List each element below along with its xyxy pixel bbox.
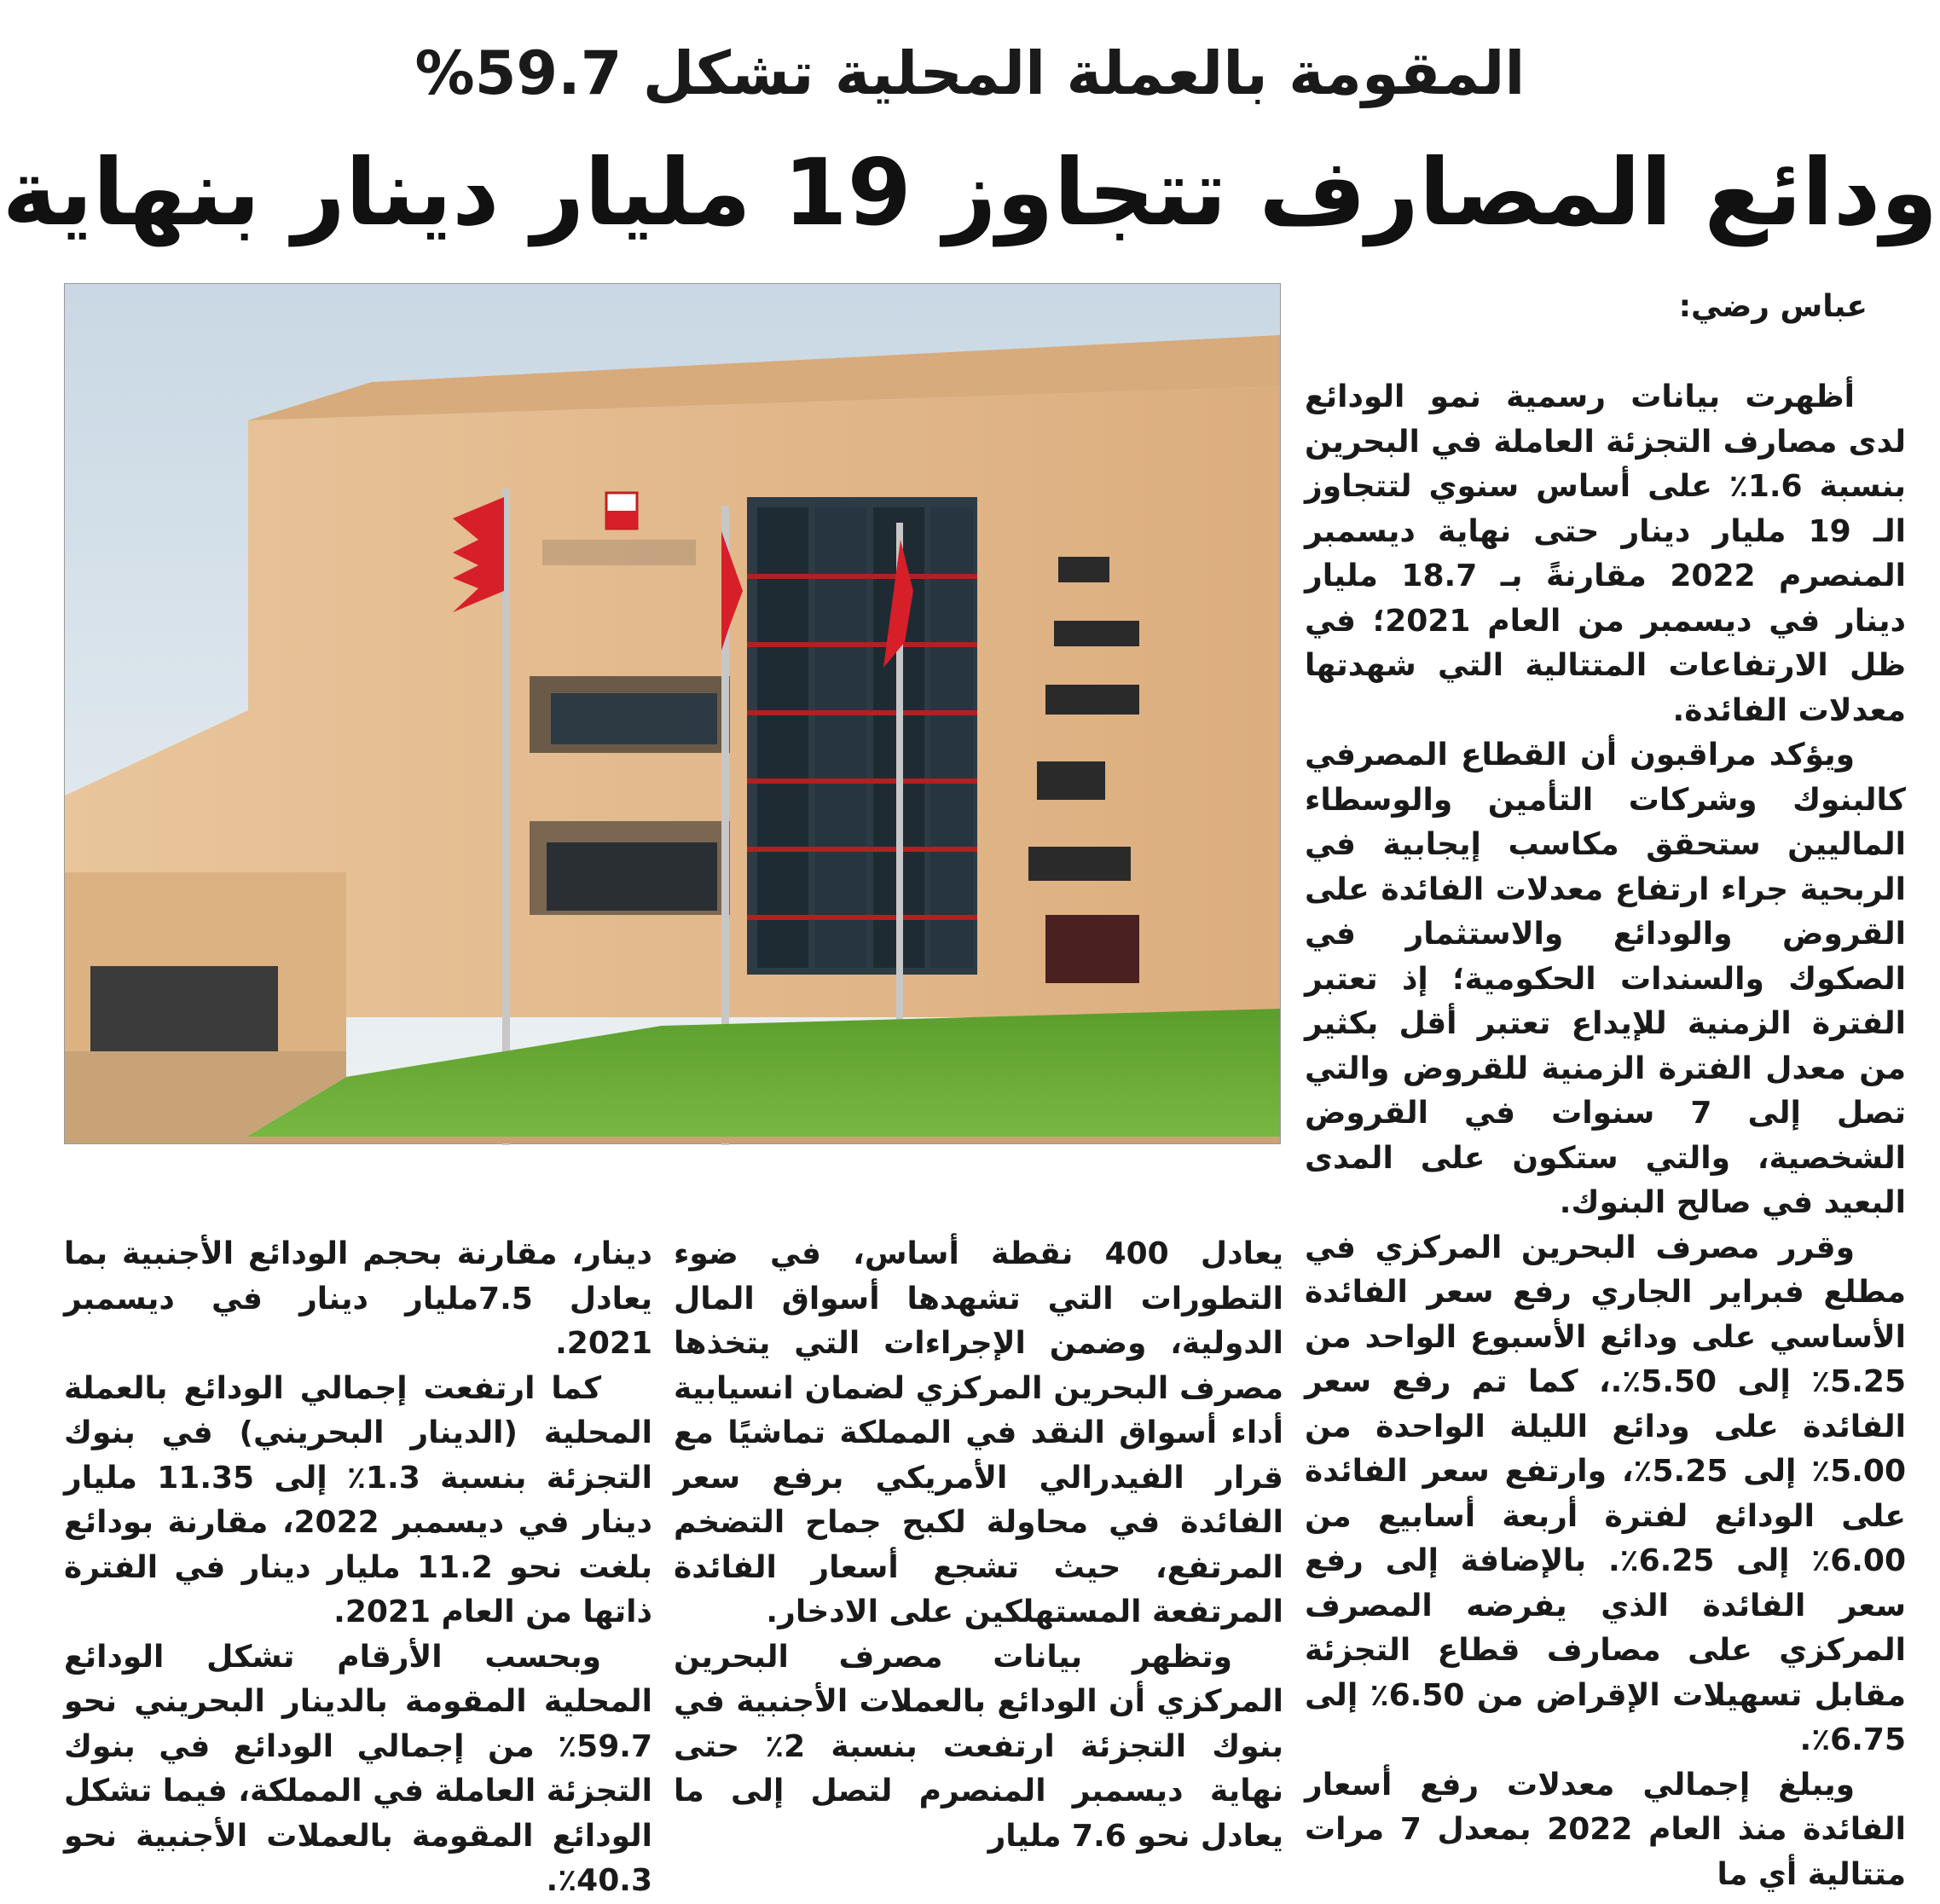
paragraph: كما ارتفعت إجمالي الودائع بالعملة المحلية (الدينار البحريني) في بنوك التجزئة بنسبة 1.3٪ إلى 11.35 مليار دينار في ديسمبر 2022، مقارنة بودائع بلغت نحو 11.2 مليار دينار في الفترة ذاتها من العام 2021. — [64, 1370, 653, 1629]
byline: عباس رضي: — [1678, 289, 1868, 324]
bank-building-illustration — [65, 284, 1280, 1143]
article-kicker: المقومة بالعملة المحلية تشكل 59.7% — [414, 38, 1526, 108]
paragraph: وقرر مصرف البحرين المركزي في مطلع فبراير الجاري رفع سعر الفائدة الأساسي على ودائع الأسبوع الواحد من 5.25٪ إلى 5.50٪.، كما تم رفع سعر الفائدة على ودائع الليلة الواحدة من 5.00٪ إلى 5.25٪، وارتفع سعر الفائدة على الودائع لفترة أربعة أسابيع من 6.00٪ إلى 6.25٪. بالإضافة إلى رفع سعر الفائدة الذي يفرضه المصرف المركزي على مصارف قطاع التجزئة مقابل تسهيلات الإقراض من 6.50٪ إلى 6.75٪. — [1305, 1230, 1907, 1757]
article-column-left — [64, 1232, 653, 1898]
paragraph: أظهرت بيانات رسمية نمو الودائع لدى مصارف التجزئة العاملة في البحرين بنسبة 1.6٪ على أساس سنوي لتتجاوز الـ 19 مليار دينار حتى نهاية ديسمبر المنصرم 2022 مقارنةً بـ 18.7 مليار دينار في ديسمبر من العام 2021؛ في ظل الارتفاعات المتتالية التي شهدتها معدلات الفائدة. — [1305, 379, 1906, 728]
paragraph: وتظهر بيانات مصرف البحرين المركزي أن الودائع بالعملات الأجنبية في بنوك التجزئة ارتفعت بنسبة 2٪ حتى نهاية ديسمبر المنصرم لتصل إلى ما يعادل نحو 7.6 مليار — [674, 1639, 1283, 1854]
paragraph: وبحسب الأرقام تشكل الودائع المحلية المقومة بالدينار البحريني نحو 59.7٪ من إجمالي الودائع في بنوك التجزئة العاملة في المملكة، فيما تشكل الودائع المقومة بالعملات الأجنبية نحو 40.3٪. — [64, 1639, 652, 1898]
article-column-right — [1305, 375, 1907, 1892]
article-column-middle — [674, 1232, 1283, 1854]
glass-facade — [747, 497, 977, 975]
article-headline: ودائع المصارف تتجاوز 19 مليار دينار بنهاية — [2, 140, 1938, 246]
paragraph: دينار، مقارنة بحجم الودائع الأجنبية بما يعادل 7.5مليار دينار في ديسمبر 2021. — [64, 1236, 652, 1361]
paragraph: ويؤكد مراقبون أن القطاع المصرفي كالبنوك وشركات التأمين والوسطاء الماليين ستحقق مكاسب إيجابية في الربحية جراء ارتفاع معدلات الفائدة على القروض والودائع والاستثمار في الصكوك والسندات الحكومية؛ إذ تعتبر الفترة الزمنية للإيداع تعتبر أقل بكثير من معدل الفترة الزمنية للقروض والتي تصل إلى 7 سنوات في القروض الشخصية، والتي ستكون على المدى البعيد في صالح البنوك. — [1305, 738, 1907, 1220]
paragraph: يعادل 400 نقطة أساس، في ضوء التطورات التي تشهدها أسواق المال الدولية، وضمن الإجراءات التي يتخذها مصرف البحرين المركزي لضمان انسيابية أداء أسواق النقد في المملكة تماشيًا مع قرار الفيدرالي الأمريكي برفع سعر الفائدة في محاولة لكبح جماح التضخم المرتفع، حيث تشجع أسعار الفائدة المرتفعة المستهلكين على الادخار. — [674, 1236, 1283, 1629]
paragraph: ويبلغ إجمالي معدلات رفع أسعار الفائدة منذ العام 2022 بمعدل 7 مرات متتالية أي ما — [1305, 1767, 1907, 1892]
article-photo — [64, 283, 1281, 1144]
